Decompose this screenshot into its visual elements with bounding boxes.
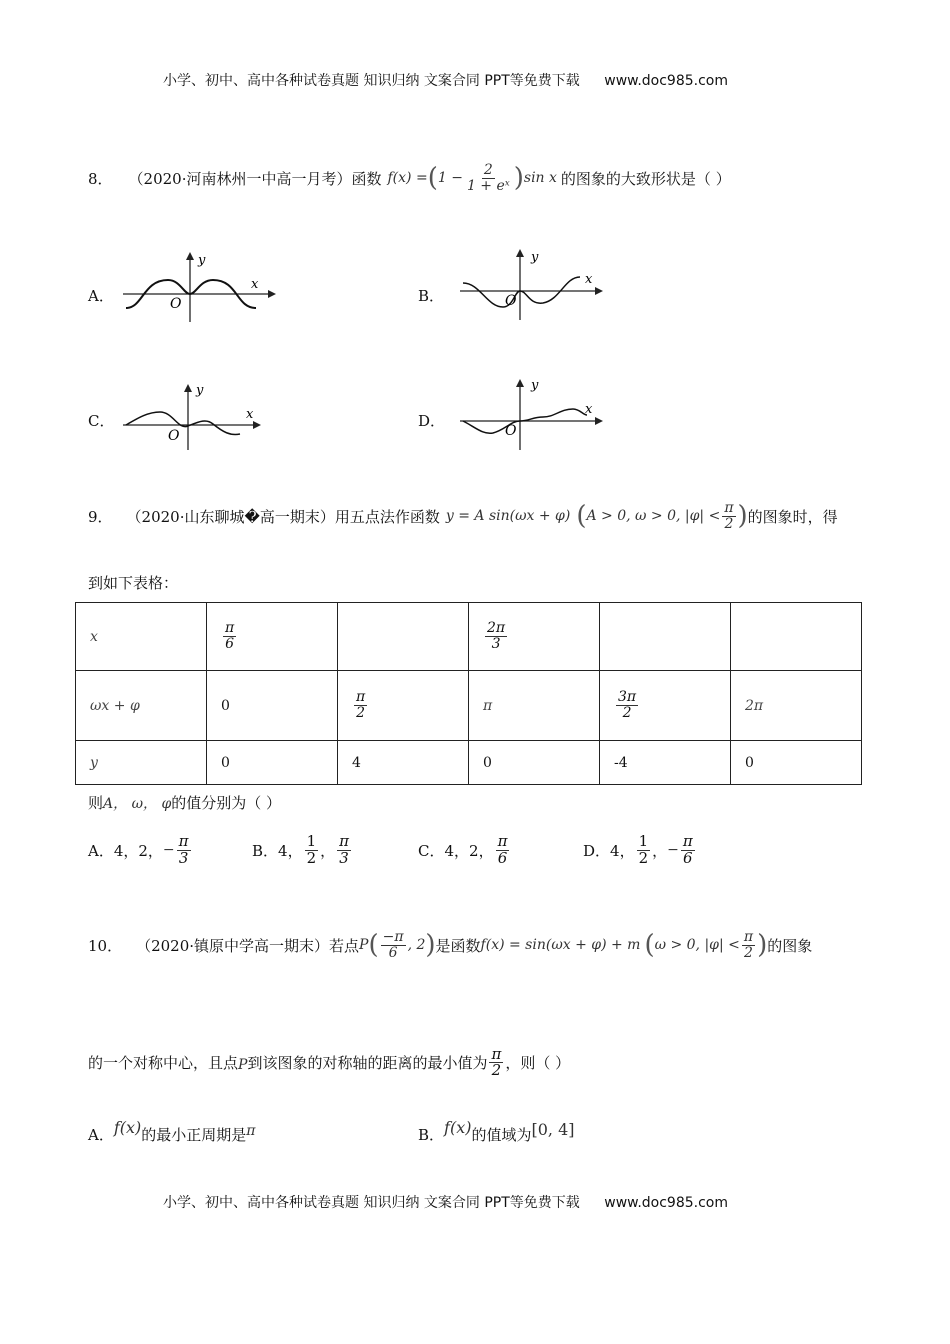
q8-option-a-graph <box>118 250 278 330</box>
q8-option-d-label: D． <box>418 412 446 430</box>
table-cell: y <box>76 741 207 785</box>
q10-option-b: B． f(x) 的值域为 [0, 4] <box>418 1118 575 1144</box>
q9-option-b: B．4， $\frac{1}{2}$ ， $\frac{\pi}{3}$ <box>252 831 349 867</box>
page-footer <box>163 1192 728 1212</box>
origin-label: O <box>505 293 517 309</box>
q8-option-c-label: C． <box>88 412 115 430</box>
q8-source: （2020·河南林州一中高一月考）函数 <box>128 169 382 188</box>
q8-option-b-label: B． <box>418 287 445 305</box>
axis-label: y <box>531 378 539 393</box>
table-row <box>76 603 862 671</box>
q10-line2: 的一个对称中心，且点 P 到该图象的对称轴的距离的最小值为 $\frac{\pi}{2}$ ，则（ ） <box>88 1044 571 1080</box>
table-cell: -4 <box>600 741 731 785</box>
footer-url: www.doc985.com <box>604 1195 728 1211</box>
q9-tail: 的图象时，得 <box>747 507 838 526</box>
q10-mid: 是函数 <box>435 936 481 955</box>
q9-source: （2020·山东聊城�高一期末）用五点法作函数 <box>126 507 440 526</box>
table-cell: 0 <box>207 741 338 785</box>
q9-function: y = A sin(ωx + φ) ( A > 0, ω > 0, |φ| < $\frac{\pi}{2}$ ) <box>445 499 748 532</box>
origin-label: O <box>170 296 182 312</box>
axis-label: x <box>251 277 259 292</box>
table-cell <box>338 603 469 671</box>
table-cell: $\frac{\pi}{2}$ <box>338 671 469 741</box>
footer-title: 小学、初中、高中各种试卷真题 知识归纳 文案合同 PPT等免费下载 <box>163 1195 580 1211</box>
table-cell <box>600 603 731 671</box>
q9-stem <box>88 485 838 547</box>
q8-function: f(x) = ( 1 − $\frac{2}{\text{1 + eˣ}}$ ) sin x <box>387 161 557 194</box>
origin-label: O <box>505 423 517 439</box>
q10-source: （2020·镇原中学高一期末）若点 <box>136 936 360 955</box>
q8-tail: 的图象的大致形状是（ ） <box>560 169 731 188</box>
q10-option-a: A． f(x) 的最小正周期是 π <box>88 1118 256 1144</box>
axis-label: y <box>196 383 204 398</box>
q10-stem <box>88 915 812 975</box>
table-cell <box>731 603 862 671</box>
five-point-table <box>75 602 862 785</box>
table-cell: π <box>469 671 600 741</box>
table-cell: x <box>76 603 207 671</box>
q9-line2: 到如下表格： <box>88 574 179 592</box>
q8-number: 8． <box>88 169 113 188</box>
axis-label: x <box>246 407 254 422</box>
table-row <box>76 671 862 741</box>
page-header <box>163 70 728 90</box>
axis-label: x <box>585 402 593 417</box>
table-cell: $\frac{2\pi}{3}$ <box>469 603 600 671</box>
table-cell: 0 <box>469 741 600 785</box>
q10-point: P ( $\frac{-\pi}{6}$ , 2 ) <box>359 928 436 961</box>
table-cell: ωx + φ <box>76 671 207 741</box>
table-cell: 0 <box>207 671 338 741</box>
header-url: www.doc985.com <box>604 73 728 89</box>
q9-number: 9． <box>88 507 113 526</box>
table-cell: $\frac{\pi}{6}$ <box>207 603 338 671</box>
q9-ask: 则A， ω， φ的值分别为（ ） <box>88 794 282 812</box>
origin-label: O <box>168 428 180 444</box>
q8-option-b-graph <box>455 245 615 325</box>
q10-function: f(x) = sin(ωx + φ) + m ( ω > 0, |φ| < $\frac{\pi}{2}$ ) <box>480 928 768 961</box>
axis-label: y <box>531 250 539 265</box>
axis-label: x <box>585 272 593 287</box>
axis-label: y <box>198 253 206 268</box>
table-cell: 2π <box>731 671 862 741</box>
q8-option-c-graph <box>118 380 278 455</box>
table-cell: 4 <box>338 741 469 785</box>
q8-stem <box>88 148 731 208</box>
q10-tail: 的图象 <box>767 936 813 955</box>
q9-option-c: C．4，2， $\frac{\pi}{6}$ <box>418 831 508 867</box>
q9-option-a: A．4，2， − $\frac{\pi}{3}$ <box>88 831 189 867</box>
q8-option-a-label: A． <box>88 287 114 305</box>
table-cell: 0 <box>731 741 862 785</box>
q10-number: 10． <box>88 936 123 955</box>
q8-option-d-graph <box>455 375 615 455</box>
table-cell: $\frac{3\pi}{2}$ <box>600 671 731 741</box>
header-title: 小学、初中、高中各种试卷真题 知识归纳 文案合同 PPT等免费下载 <box>163 73 580 89</box>
q9-option-d: D．4， $\frac{1}{2}$ ， − $\frac{\pi}{6}$ <box>583 831 693 867</box>
table-row <box>76 741 862 785</box>
